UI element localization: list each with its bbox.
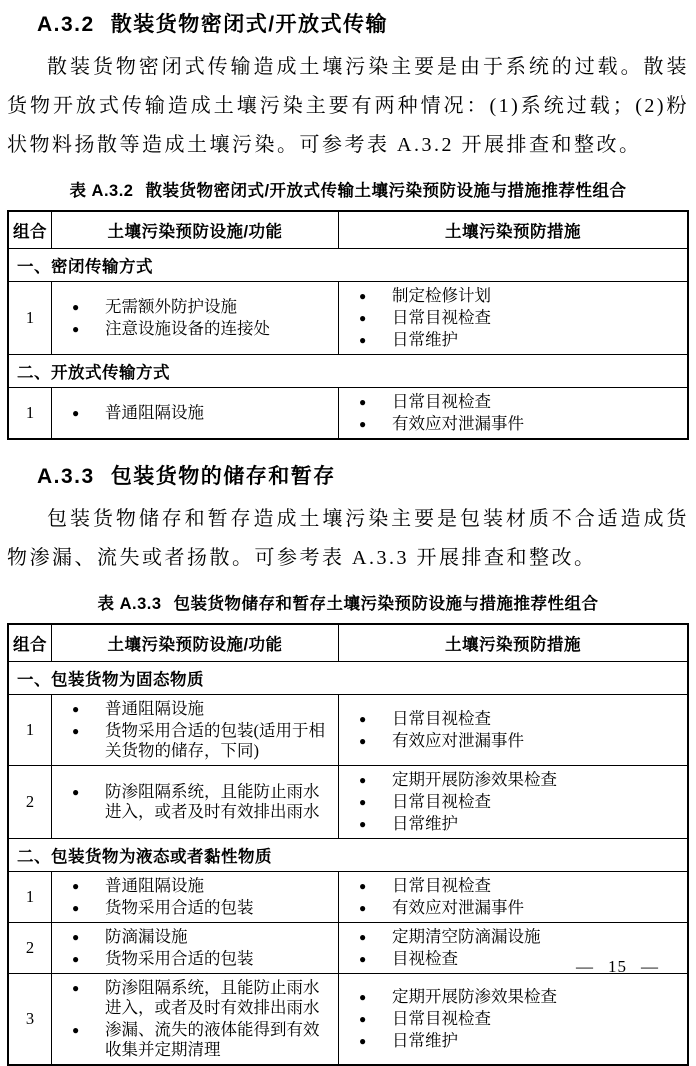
section-heading-a33 [37,460,689,490]
measure-item: ● 目视检查 [358,949,458,968]
table-caption-title: 包装货物储存和暂存土壤污染预防设施与措施推荐性组合 [173,595,599,613]
group-title-row [8,249,688,282]
footer-dash-right: — [641,957,659,976]
measure-item: ● 日常维护 [358,814,458,833]
facility-item: ● 普通阻隔设施 [72,403,205,422]
bullet-icon: ● [358,734,367,748]
facility-item: ● 防滴漏设施 [72,927,188,946]
bullet-icon: ● [72,930,80,944]
table-row [8,388,688,440]
bullet-icon: ● [358,289,367,303]
bullet-icon: ● [358,901,367,915]
measures-cell [338,974,688,1066]
measure-item: ● 日常维护 [358,330,458,349]
table-a33 [7,623,689,1066]
group-title: 二、包装货物为液态或者黏性物质 [8,839,688,872]
bullet-icon: ● [358,395,367,409]
facilities-cell [52,974,339,1066]
bullet-icon: ● [72,724,80,738]
measure-item: ● 日常目视检查 [358,792,491,811]
measure-item: ● 有效应对泄漏事件 [358,414,524,433]
heading-title: 散装货物密闭式/开放式传输 [110,13,389,36]
facility-item: ● 防渗阻隔系统，且能防止雨水进入，或者及时有效排出雨水 [72,782,320,821]
page-footer [569,957,666,977]
measure-item: ● 日常目视检查 [358,876,491,895]
bullet-icon: ● [72,702,80,716]
table-a32 [7,210,689,440]
combo-cell: 1 [8,282,52,355]
facility-item: ● 注意设施设备的连接处 [72,319,271,338]
facility-item: ● 普通阻隔设施 [72,699,205,718]
section-heading-a32 [37,8,689,38]
bullet-icon: ● [358,795,367,809]
heading-title: 包装货物的储存和暂存 [110,465,336,488]
group-title: 一、包装货物为固态物质 [8,662,688,695]
bullet-icon: ● [358,311,367,325]
bullet-icon: ● [72,901,80,915]
header-cell-measures: 土壤污染预防措施 [338,211,688,249]
table-caption-a33 [7,590,689,614]
facility-item: ● 货物采用合适的包装(适用于相关货物的储存，下同) [72,721,326,760]
bullet-icon: ● [72,300,80,314]
bullet-icon: ● [358,712,367,726]
measures-cell [338,388,688,440]
measure-item: ● 日常目视检查 [358,308,491,327]
bullet-icon: ● [72,952,80,966]
group-title: 二、开放式传输方式 [8,355,688,388]
table-caption-label: 表 A.3.2 [69,182,134,200]
header-cell-measures: 土壤污染预防措施 [338,624,688,662]
measure-item: ● 定期开展防渗效果检查 [358,770,557,789]
bullet-icon: ● [358,817,367,831]
body-paragraph: 散装货物密闭式传输造成土壤污染主要是由于系统的过载。散装货物开放式传输造成土壤污染主要有两种情况：(1)系统过载；(2)粉状物料扬散等造成土壤污染。可参考表 A.3.2 开展排查和整改。 [7,56,689,156]
table-row [8,282,688,355]
heading-number: A.3.2 [37,13,95,36]
bullet-icon: ● [72,879,80,893]
measure-item: ● 日常目视检查 [358,392,491,411]
table-caption-a32 [7,177,689,201]
group-title-row [8,355,688,388]
facilities-cell [52,695,339,766]
combo-cell: 2 [8,766,52,839]
table-header-row [8,624,688,662]
combo-cell: 3 [8,974,52,1066]
facility-item: ● 无需额外防护设施 [72,297,238,316]
group-title-row [8,662,688,695]
header-cell-combo: 组合 [8,211,52,249]
measure-item: ● 日常维护 [358,1031,458,1050]
bullet-icon: ● [358,952,367,966]
facilities-cell [52,766,339,839]
bullet-icon: ● [358,990,367,1004]
heading-number: A.3.3 [37,465,95,488]
header-cell-facilities: 土壤污染预防设施/功能 [52,624,339,662]
combo-cell: 2 [8,923,52,974]
table-caption-title: 散装货物密闭式/开放式传输土壤污染预防设施与措施推荐性组合 [145,182,627,200]
facilities-cell [52,282,339,355]
group-title-row [8,839,688,872]
facilities-cell [52,388,339,440]
facilities-cell [52,923,339,974]
measures-cell [338,766,688,839]
measures-cell [338,872,688,923]
measure-item: ● 有效应对泄漏事件 [358,898,524,917]
table-row [8,974,688,1066]
combo-cell: 1 [8,695,52,766]
measure-item: ● 日常目视检查 [358,709,491,728]
bullet-icon: ● [358,773,367,787]
bullet-icon: ● [358,417,367,431]
bullet-icon: ● [72,785,80,799]
facility-item: ● 货物采用合适的包装 [72,949,254,968]
facility-item: ● 货物采用合适的包装 [72,898,254,917]
group-title: 一、密闭传输方式 [8,249,688,282]
table-row [8,872,688,923]
combo-cell: 1 [8,388,52,440]
facility-item: ● 渗漏、流失的液体能得到有效收集并定期清理 [72,1020,320,1059]
header-cell-facilities: 土壤污染预防设施/功能 [52,211,339,249]
measures-cell [338,695,688,766]
combo-cell: 1 [8,872,52,923]
measures-cell [338,282,688,355]
measure-item: ● 制定检修计划 [358,286,491,305]
bullet-icon: ● [358,879,367,893]
measure-item: ● 定期开展防渗效果检查 [358,987,557,1006]
measure-item: ● 定期清空防滴漏设施 [358,927,541,946]
bullet-icon: ● [72,981,80,995]
bullet-icon: ● [358,1034,367,1048]
measure-item: ● 日常目视检查 [358,1009,491,1028]
bullet-icon: ● [358,333,367,347]
table-caption-label: 表 A.3.3 [97,595,162,613]
bullet-icon: ● [358,930,367,944]
bullet-icon: ● [72,406,80,420]
bullet-icon: ● [72,322,80,336]
header-cell-combo: 组合 [8,624,52,662]
bullet-icon: ● [358,1012,367,1026]
table-row [8,766,688,839]
facility-item: ● 普通阻隔设施 [72,876,205,895]
footer-dash-left: — [576,957,594,976]
body-paragraph: 包装货物储存和暂存造成土壤污染主要是包装材质不合适造成货物渗漏、流失或者扬散。可参考表 A.3.3 开展排查和整改。 [7,508,689,569]
facility-item: ● 防渗阻隔系统，且能防止雨水进入，或者及时有效排出雨水 [72,978,320,1017]
table-header-row [8,211,688,249]
bullet-icon: ● [72,1023,80,1037]
measure-item: ● 有效应对泄漏事件 [358,731,524,750]
table-row [8,695,688,766]
page-number: 15 [608,957,627,976]
facilities-cell [52,872,339,923]
